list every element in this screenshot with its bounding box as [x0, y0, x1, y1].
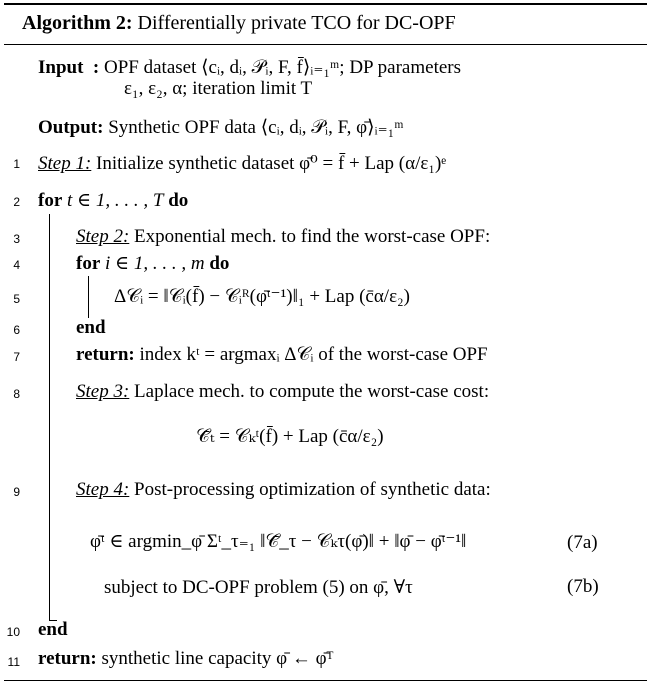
line-number: 9 — [13, 485, 20, 499]
step-2-line: Step 2: Exponential mech. to find the worst-case OPF: — [76, 226, 491, 247]
for-block-bar — [49, 214, 50, 621]
for-i-line: for i ∈ 1, . . . , m do — [76, 253, 230, 274]
cost-equation: 𝒞̄ₜ = 𝒞ₖᵗ(f̄) + Lap (c̄α/ε₂) — [196, 426, 384, 447]
line-number: 2 — [13, 195, 20, 209]
equation-7a-tag: (7a) — [567, 532, 598, 553]
input-line: Input : OPF dataset ⟨cᵢ, dᵢ, 𝒫ᵢ, F, f̄⟩ᵢ₌₁ᵐ; DP parameters — [38, 57, 462, 78]
step-1-line: Step 1: Initialize synthetic dataset φ̄⁰ = f̄ + Lap (α/ε₁)ᵉ — [38, 153, 447, 174]
line-number: 8 — [13, 387, 20, 401]
top-rule — [4, 3, 647, 5]
line-number: 10 — [6, 625, 20, 639]
end-outer-for: end — [38, 619, 68, 640]
delta-c-equation: Δ𝒞ᵢ = ‖𝒞ᵢ(f̄) − 𝒞ᵢᴿ(φ̄ᵗ⁻¹)‖₁ + Lap (c̄α/ε₂) — [114, 286, 410, 307]
line-number: 3 — [13, 232, 20, 246]
for-t-line: for t ∈ 1, . . . , T do — [38, 190, 189, 211]
return-capacity-line: return: synthetic line capacity φ̄ ← φ̄ᵀ — [38, 648, 334, 669]
output-line: Output: Synthetic OPF data ⟨cᵢ, dᵢ, 𝒫ᵢ, F, φ̄⟩ᵢ₌₁ᵐ — [38, 117, 404, 138]
equation-7b-tag: (7b) — [567, 576, 599, 597]
equation-7a: φ̄ᵗ ∈ argmin_φ̄ Σᵗ_τ₌₁ ‖𝒞̄_τ − 𝒞ₖτ(φ̄)‖ + ‖φ̄ − φ̄ᵗ⁻¹‖ — [90, 531, 467, 552]
end-inner-for: end — [76, 317, 106, 338]
line-number: 11 — [7, 655, 20, 669]
line-number: 5 — [13, 292, 20, 306]
return-index-line: return: index kᵗ = argmaxᵢ Δ𝒞ᵢ of the worst-case OPF — [76, 344, 488, 365]
line-number: 4 — [13, 258, 20, 272]
bottom-rule — [4, 680, 647, 681]
step-3-line: Step 3: Laplace mech. to compute the worst-case cost: — [76, 381, 490, 402]
input-line-2: ε₁, ε₂, α; iteration limit T — [124, 78, 313, 99]
line-number: 6 — [13, 323, 20, 337]
line-number: 7 — [13, 350, 20, 364]
inner-for-bar — [88, 276, 89, 318]
title-rule — [4, 44, 647, 45]
line-number: 1 — [13, 157, 20, 171]
equation-7b: subject to DC-OPF problem (5) on φ̄, ∀τ — [104, 577, 413, 598]
algorithm-title: Algorithm 2: Differentially private TCO for DC-OPF — [22, 12, 456, 34]
step-4-line: Step 4: Post-processing optimization of synthetic data: — [76, 479, 491, 500]
